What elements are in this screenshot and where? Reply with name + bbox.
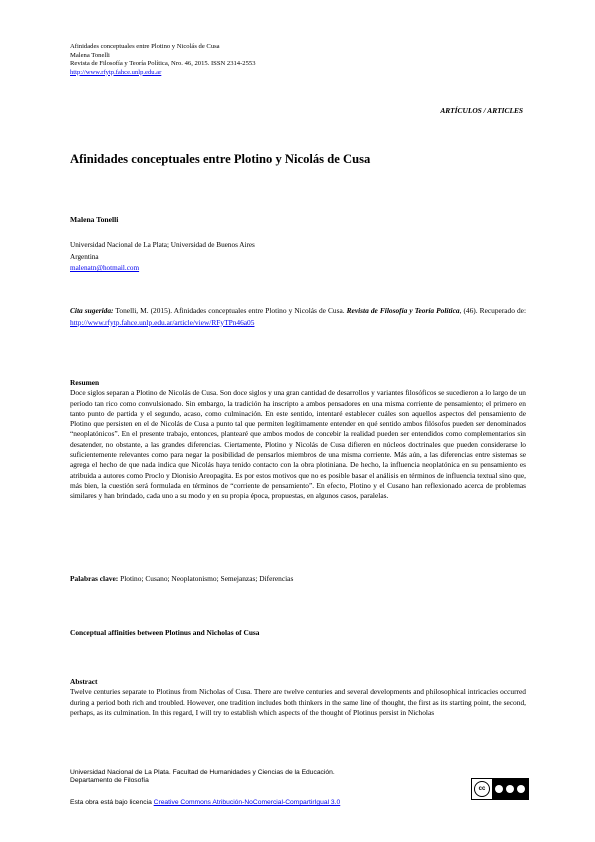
keywords-text: Plotino; Cusano; Neoplatonismo; Semejanzas; Diferencias [118, 574, 294, 583]
sa-icon [517, 785, 525, 793]
resumen-body: Doce siglos separan a Plotino de Nicolás de Cusa. Son doce siglos y una gran cantidad de desarrollos y variantes filosóficos se sucedieron a lo largo de un período tan rico como convulsionado. Sin embargo, la tradición ha inscripto a ambos pensadores en una misma corriente de pensamiento; el primero en tanto punto de partida y el segundo, acaso, como culminación. En este sentido, intentaré establecer cuáles son aquellos aspectos del pensamiento de Plotino que persisten en el de Nicolás de Cusa a punto tal que permiten legítimamente entender en qué sentido ambos filósofos pueden ser denominados “neoplatónicos”. En el presente trabajo, entonces, plantearé que ambos modos de concebir la realidad pueden ser entendidos como complementarios sin desatender, no obstante, a las grandes diferencias. Ciertamente, Plotino y Nicolás de Cusa difieren en núcleos doctrinales que pueden considerarse lo suficientemente relevantes como para negar la posibilidad de pensarlos miembros de una misma corriente. Más aún, a las diferencias entre sistemas se agrega el hecho de que nada indica que Nicolás haya tenido contacto con la obra plotiniana. De hecho, la influencia neoplatónica en su pensamiento es atribuida a autores como Proclo y Dionisio Areopagita. Es por estos motivos que no es posible basar el análisis en términos de influencia textual sino que, más bien, la cuestión será formulada en términos de “corriente de pensamiento”. En efecto, Plotino y el Cusano han reflexionado acerca de problemas similares y han brindado, cada uno a su modo y en su propia época, propuestas, en algunos casos, paralelas. [70, 388, 526, 501]
header-journal: Revista de Filosofía y Teoría Política, Nro. 46, 2015. ISSN 2314-2553 [70, 60, 256, 68]
abstract-heading: Abstract [70, 677, 98, 686]
affiliation-institution: Universidad Nacional de La Plata; Universidad de Buenos Aires [70, 241, 255, 249]
license-line [70, 799, 340, 806]
section-label: ARTÍCULOS / ARTICLES [440, 106, 523, 115]
author-name: Malena Tonelli [70, 215, 119, 224]
cc-logo-text: cc [474, 781, 490, 797]
license-text: Esta obra está bajo licencia [70, 799, 154, 806]
by-icon [495, 785, 503, 793]
author-email-link[interactable]: malenatn@hotmail.com [70, 264, 140, 272]
affiliation-country: Argentina [70, 252, 99, 261]
english-title: Conceptual affinities between Plotinus and Nicholas of Cusa [70, 628, 260, 637]
suggested-citation [70, 305, 526, 328]
license-link[interactable]: Creative Commons Atribución-NoComercial-CompartirIgual 3.0 [153, 799, 341, 806]
nc-icon [506, 785, 514, 793]
abstract-body: Twelve centuries separate to Plotinus from Nicholas of Cusa. There are twelve centuries and several developments and philosophical intricacies occurred during a period both rich and troubled. However, one tradition includes both thinkers in the same line of thought, the first as its starting point, the second, perhaps, as its culmination. In this regard, I will try to establish which aspects of the thought of Plotinus persist in Nicholas [70, 687, 526, 717]
creative-commons-badge[interactable] [471, 778, 529, 800]
keywords-label: Palabras clave: [70, 574, 119, 583]
citation-text-after: , (46). Recuperado de: [459, 306, 527, 315]
header-title: Afinidades conceptuales entre Plotino y Nicolás de Cusa [70, 43, 220, 50]
article-title: Afinidades conceptuales entre Plotino y Nicolás de Cusa [70, 152, 371, 166]
citation-text: Tonelli, M. (2015). Afinidades conceptuales entre Plotino y Nicolás de Cusa. [113, 306, 347, 315]
abstract-section [70, 677, 526, 718]
resumen-heading: Resumen [70, 378, 100, 387]
keywords [70, 574, 526, 584]
cc-icon [472, 779, 492, 799]
running-header [70, 43, 256, 77]
resumen-section [70, 378, 526, 502]
citation-url-link[interactable]: http://www.rfytp.fahce.unlp.edu.ar/article/view/RFyTPn46a05 [70, 317, 255, 327]
institution-footer [70, 769, 335, 786]
header-journal-link[interactable]: http://www.rfytp.fahce.unlp.edu.ar [70, 68, 162, 76]
author-affiliation [70, 240, 255, 275]
cc-conditions [492, 779, 528, 799]
citation-journal: Revista de Filosofía y Teoría Política [346, 306, 460, 315]
header-author: Malena Tonelli [70, 51, 110, 59]
footer-institution: Universidad Nacional de La Plata. Facultad de Humanidades y Ciencias de la Educación. [70, 769, 335, 776]
citation-label: Cita sugerida: [70, 306, 114, 315]
footer-department: Departamento de Filosofía [70, 777, 149, 785]
